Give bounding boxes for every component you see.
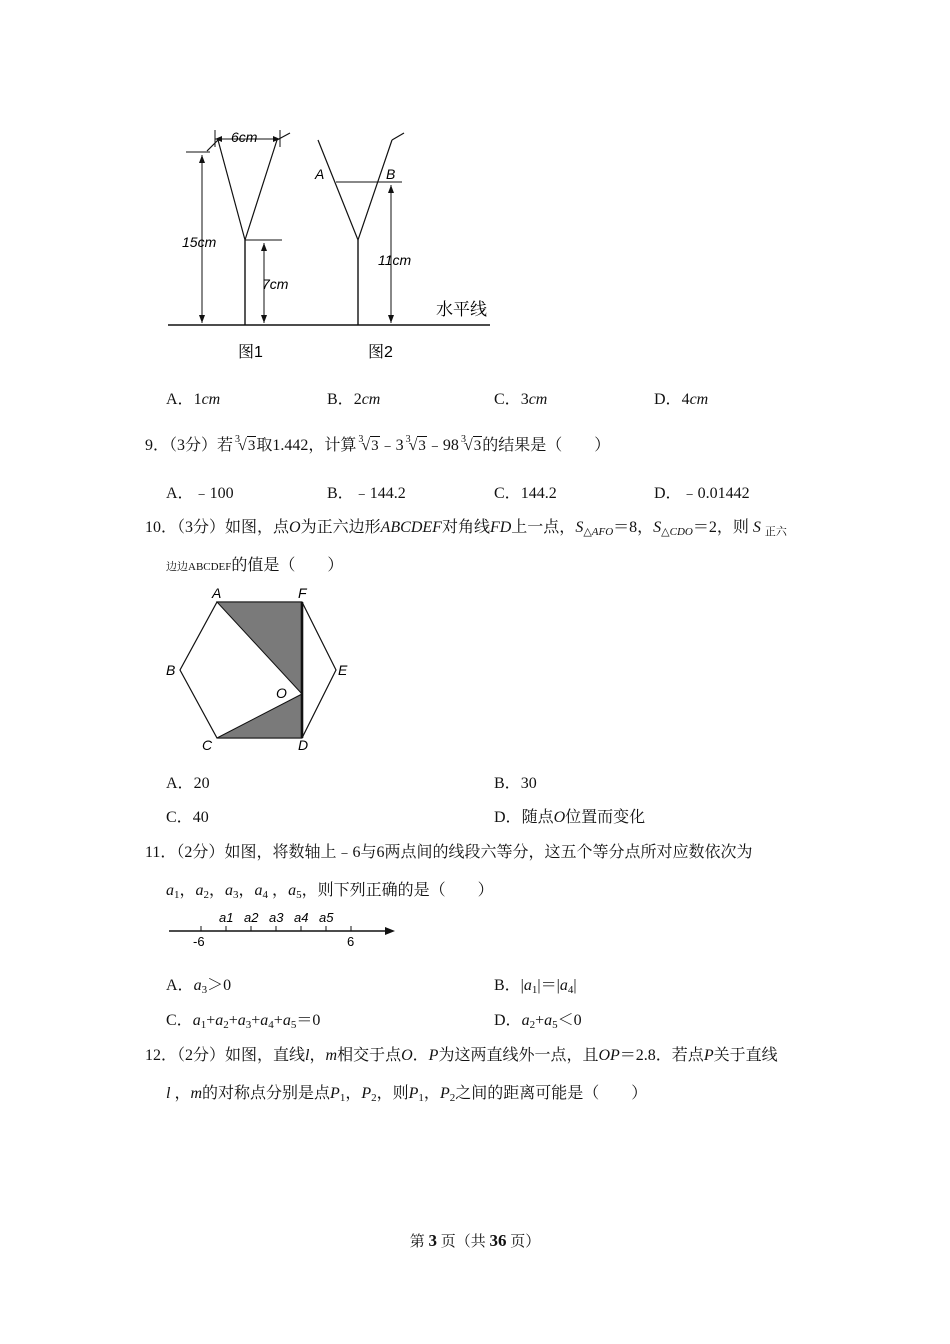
number-line-figure — [165, 905, 405, 949]
q10-stem-line2: 边边ABCDEF的值是（ ） — [166, 557, 344, 574]
q9-options — [166, 480, 816, 502]
hex-label-o: O — [276, 685, 287, 701]
q10-option-d[interactable]: D．随点O位置而变化 — [494, 809, 646, 826]
hex-label-e: E — [338, 662, 348, 678]
hex-label-b: B — [166, 662, 176, 678]
q10-options-row1 — [166, 770, 816, 792]
q9-option-a[interactable]: A．﹣100 — [166, 485, 234, 502]
axis-label-right: 6 — [347, 934, 355, 949]
q10-option-b[interactable]: B．30 — [494, 775, 537, 792]
q8-options — [166, 386, 816, 408]
cube-root-3: $^3$√3 — [358, 434, 379, 454]
q8-option-a[interactable]: A．1cm — [166, 391, 221, 408]
q8-option-c[interactable]: C．3cm — [494, 391, 548, 408]
q12-stem: 12．（2分）如图，直线l，m相交于点O．P为这两直线外一点，且OP＝2.8．若点P关于直线 — [145, 1047, 778, 1064]
dim-7cm-label: 7cm — [262, 276, 289, 292]
hex-label-c: C — [202, 737, 213, 753]
q8-option-b[interactable]: B．2cm — [327, 391, 381, 408]
label-b: B — [386, 166, 396, 182]
q9-stem: 9．（3分）若 $^3$√3取1.442，计算 $^3$√3﹣3 $^3$√3﹣98 $^3$√3的结果是（ ） — [145, 434, 611, 454]
hex-label-f: F — [298, 585, 307, 601]
q11-option-a[interactable]: A．$a_3>0$ — [166, 977, 232, 996]
q9-option-b[interactable]: B．﹣144.2 — [327, 485, 406, 502]
axis-point-a5: a5 — [319, 910, 334, 925]
q11-option-d[interactable]: D．$a_2+a_5<0$ — [494, 1012, 582, 1031]
q8-option-d[interactable]: D．4cm — [654, 391, 709, 408]
q11-stem-line2: $a_1$，$a_2$，$a_3$，$a_4$ ，$a_5$，则下列正确的是（ ） — [166, 882, 494, 901]
q11-options-row1 — [166, 972, 816, 994]
hexagon-figure — [160, 582, 360, 754]
q9-option-c[interactable]: C．144.2 — [494, 485, 557, 502]
hex-label-d: D — [298, 737, 309, 753]
axis-point-a4: a4 — [294, 910, 309, 925]
dim-6cm-label: 6cm — [231, 129, 258, 145]
q10-option-a[interactable]: A．20 — [166, 775, 210, 792]
q10-option-c[interactable]: C．40 — [166, 809, 209, 826]
axis-point-a3: a3 — [269, 910, 284, 925]
q11-option-c[interactable]: C．$a_1+a_2+a_3+a_4+a_5=0$ — [166, 1012, 321, 1031]
q12-stem-line2: l ，m的对称点分别是点$P_1$，$P_2$，则$P_1$，$P_2$之间的距离可能是（ ） — [166, 1085, 648, 1104]
q9-option-d[interactable]: D．﹣0.01442 — [654, 485, 750, 502]
q10-options-row2 — [166, 804, 816, 826]
dim-11cm-label: 11cm — [378, 252, 412, 268]
axis-label-left: -6 — [193, 934, 205, 949]
cube-root-3: $^3$√3 — [405, 434, 426, 454]
q11-options-row2 — [166, 1007, 816, 1029]
cube-root-3: $^3$√3 — [235, 434, 256, 454]
caption-figure-1: 图1 — [238, 344, 263, 361]
funnel-figure — [160, 125, 500, 365]
q11-option-b[interactable]: B．$|a_1|=|a_4|$ — [494, 977, 577, 996]
page-footer: 第 3 页（共 36 页） — [409, 1231, 541, 1250]
q10-stem: 10．（3分）如图，点O为正六边形ABCDEF对角线FD上一点，$S_{\triangle AFO}=8$，$S_{\triangle CDO}=2$，则 S $_{正六}$ — [145, 519, 787, 538]
horizontal-line-label: 水平线 — [436, 300, 487, 319]
dim-15cm-label: 15cm — [182, 234, 217, 250]
hex-label-a: A — [212, 585, 222, 601]
cube-root-3: $^3$√3 — [460, 434, 482, 454]
q11-stem: 11．（2分）如图，将数轴上﹣6与6两点间的线段六等分，这五个等分点所对应数依次为 — [145, 844, 753, 861]
label-a: A — [315, 166, 325, 182]
axis-point-a1: a1 — [219, 910, 234, 925]
caption-figure-2: 图2 — [368, 344, 393, 361]
axis-point-a2: a2 — [244, 910, 259, 925]
